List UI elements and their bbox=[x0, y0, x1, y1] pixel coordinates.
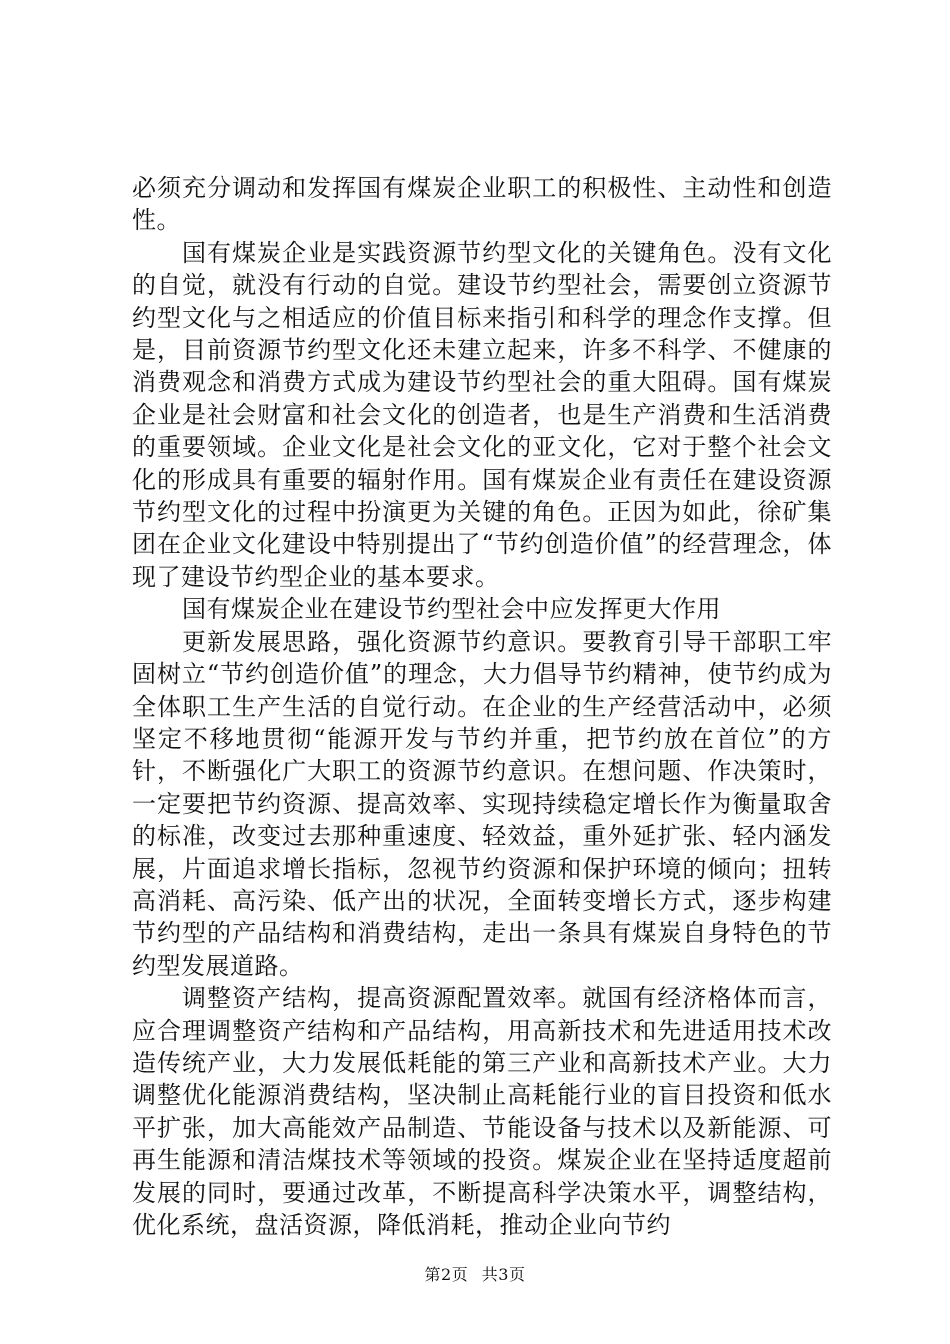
section-heading: 国有煤炭企业在建设节约型社会中应发挥更大作用 bbox=[182, 595, 721, 624]
paragraph-1: 必须充分调动和发挥国有煤炭企业职工的积极性、主动性和创造性。 bbox=[132, 174, 832, 235]
page-number: 第2页 bbox=[424, 1265, 469, 1284]
page-footer bbox=[0, 1262, 950, 1285]
paragraph-4: 调整资产结构，提高资源配置效率。就国有经济格体而言，应合理调整资产结构和产品结构，用高新技术和先进适用技术改造传统产业，大力发展低耗能的第三产业和高新技术产业。大力调整优化能源消费结构，坚决制止高耗能行业的盲目投资和低水平扩张，加大高能效产品制造、节能设备与技术以及新能源、可再生能源和清洁煤技术等领域的投资。煤炭企业在坚持适度超前发展的同时，要通过改革，不断提高科学决策水平，调整结构，优化系统，盘活资源，降低消耗，推动企业向节约 bbox=[132, 984, 832, 1239]
paragraph-2: 国有煤炭企业是实践资源节约型文化的关键角色。没有文化的自觉，就没有行动的自觉。建设节约型社会，需要创立资源节约型文化与之相适应的价值目标来指引和科学的理念作支撑。但是，目前资源节约型文化还未建立起来，许多不科学、不健康的消费观念和消费方式成为建设节约型社会的重大阻碍。国有煤炭企业是社会财富和社会文化的创造者，也是生产消费和生活消费的重要领域。企业文化是社会文化的亚文化，它对于整个社会文化的形成具有重要的辐射作用。国有煤炭企业有责任在建设资源节约型文化的过程中扮演更为关键的角色。正因为如此，徐矿集团在企业文化建设中特别提出了“节约创造价值”的经营理念，体现了建设节约型企业的基本要求。 bbox=[132, 238, 832, 591]
document-body bbox=[132, 172, 832, 1241]
page-total: 共3页 bbox=[481, 1265, 526, 1284]
paragraph-3: 更新发展思路，强化资源节约意识。要教育引导干部职工牢固树立“节约创造价值”的理念，大力倡导节约精神，使节约成为全体职工生产生活的自觉行动。在企业的生产经营活动中，必须坚定不移地贯彻“能源开发与节约并重，把节约放在首位”的方针，不断强化广大职工的资源节约意识。在想问题、作决策时，一定要把节约资源、提高效率、实现持续稳定增长作为衡量取舍的标准，改变过去那种重速度、轻效益，重外延扩张、轻内涵发展，片面追求增长指标，忽视节约资源和保护环境的倾向；扭转高消耗、高污染、低产出的状况，全面转变增长方式，逐步构建节约型的产品结构和消费结构，走出一条具有煤炭自身特色的节约型发展道路。 bbox=[132, 627, 832, 980]
